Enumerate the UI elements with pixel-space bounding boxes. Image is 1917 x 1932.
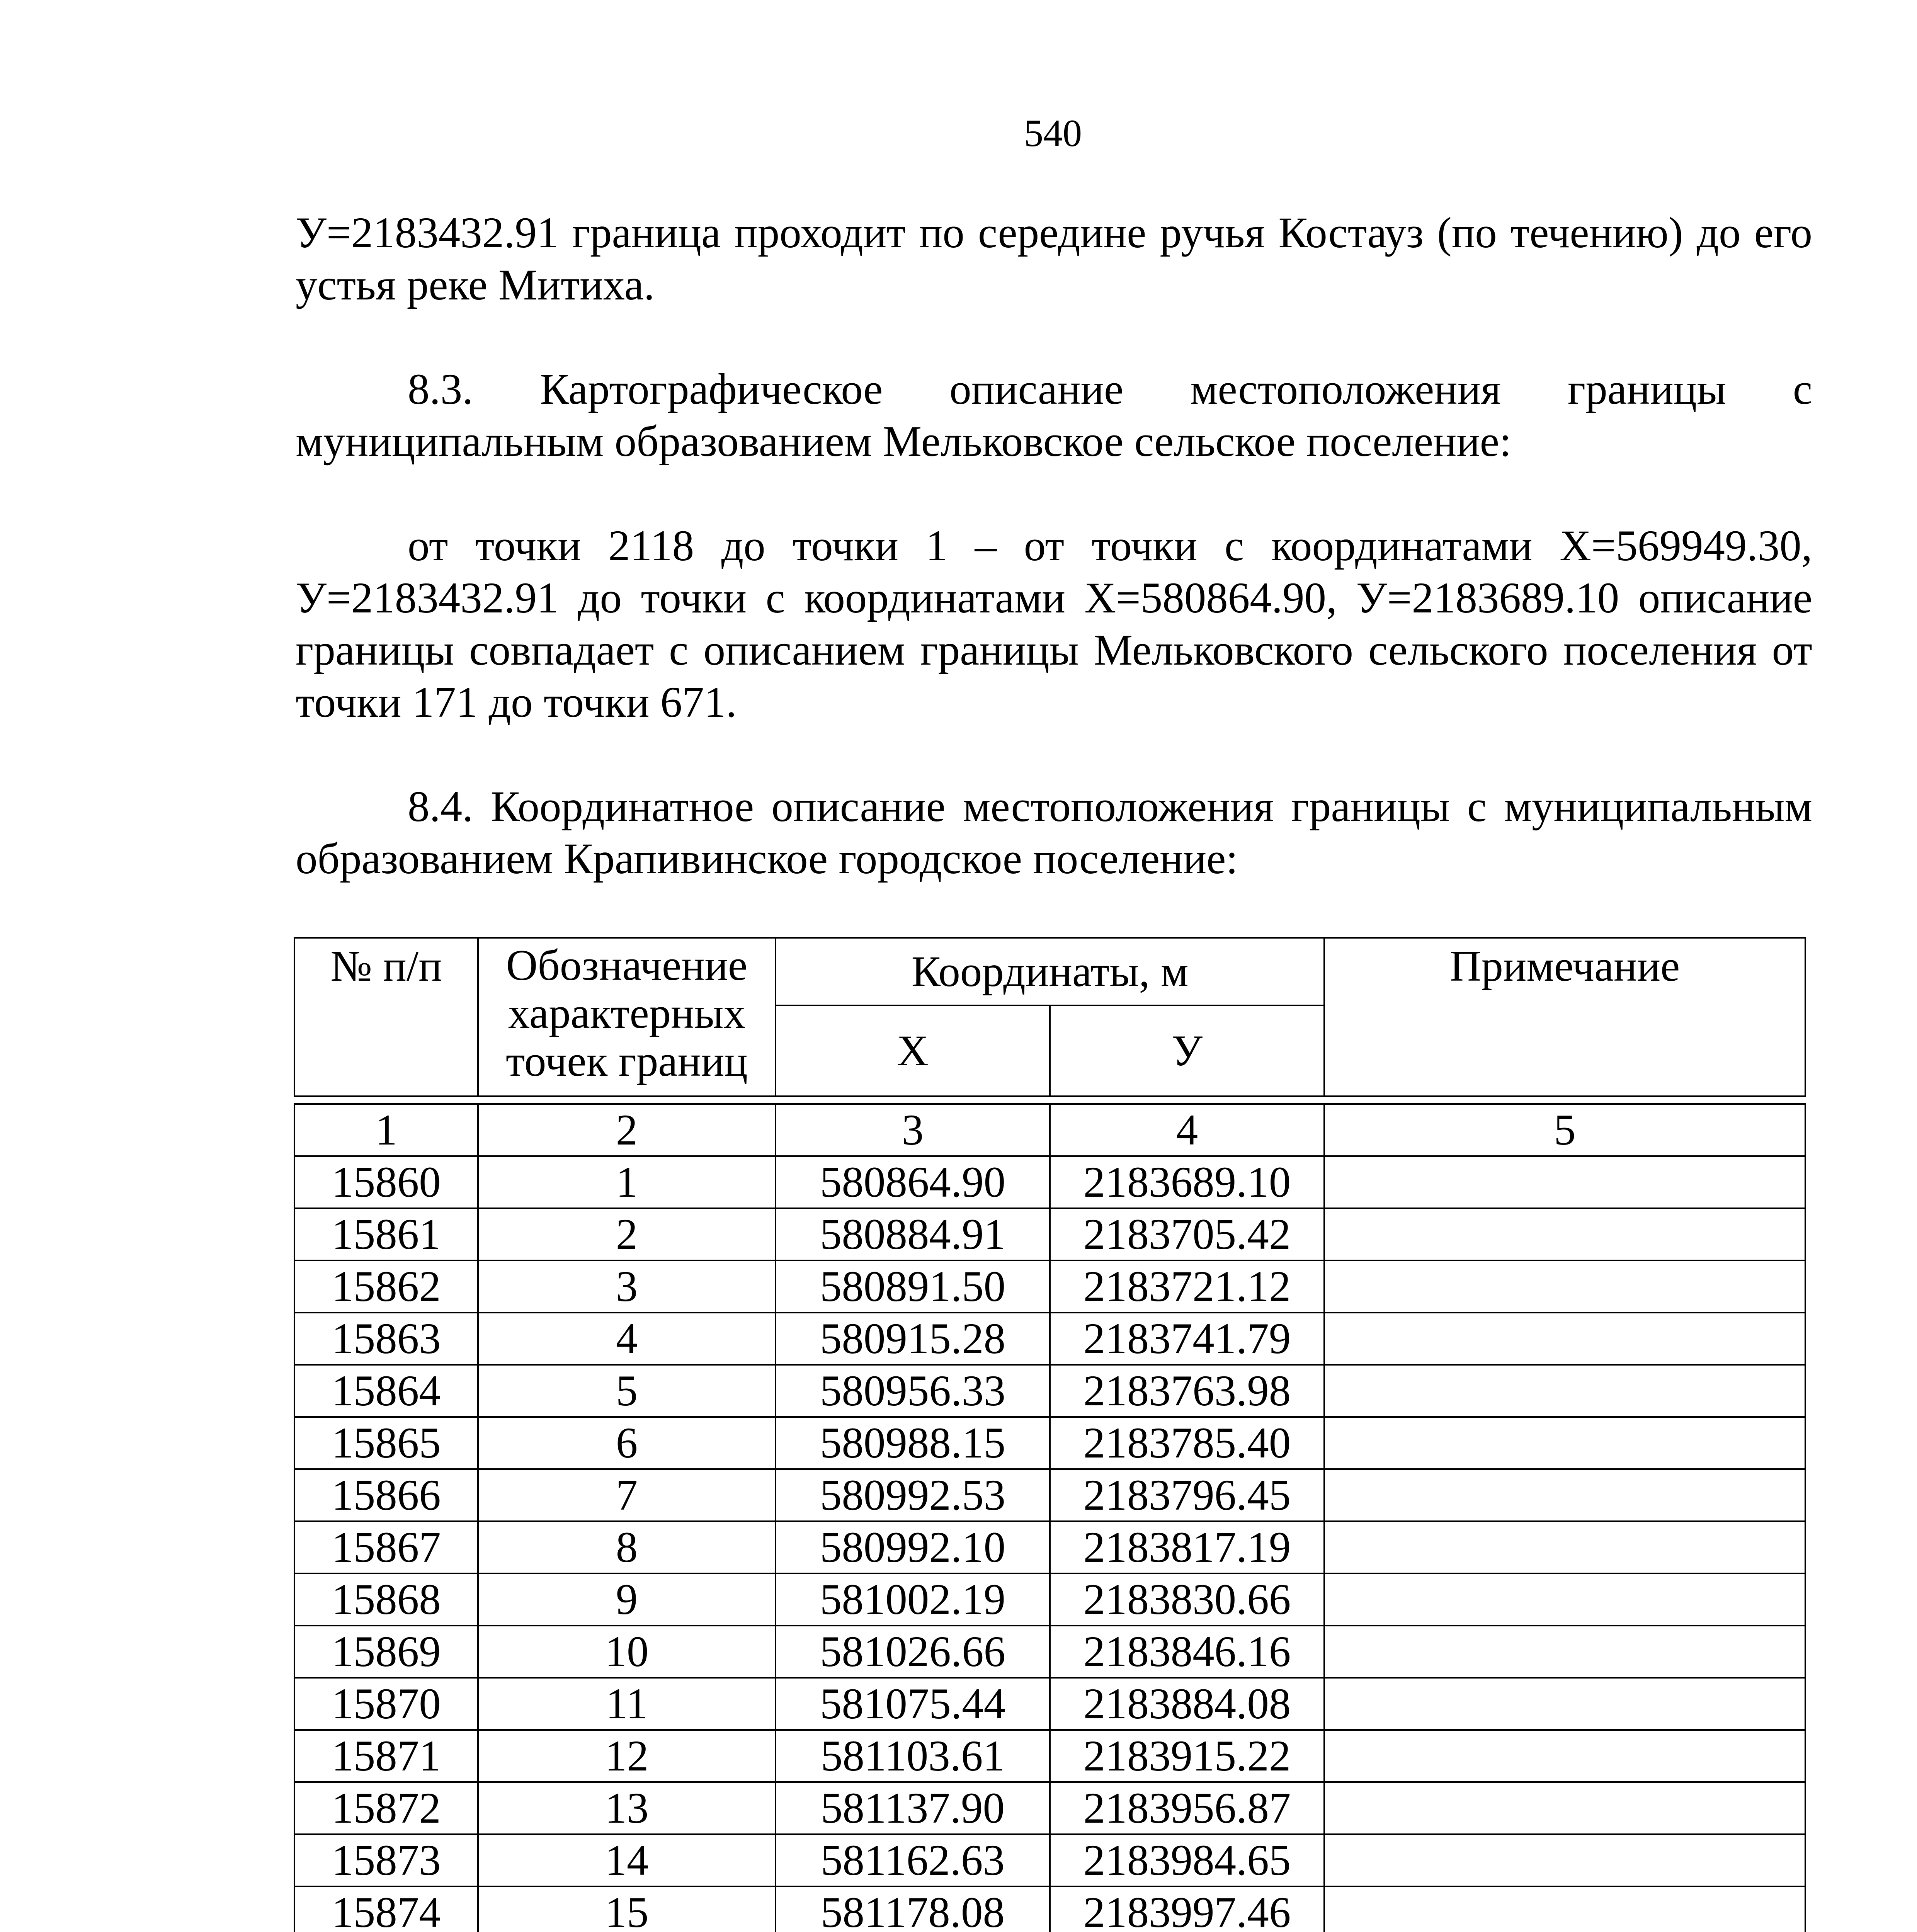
- section-8-3-description: от точки 2118 до точки 1 – от точки с координатами Х=569949.30, У=2183432.91 до точки с координатами Х=580864.90, У=2183689.10 описание границы совпадает с описанием границы Мельковского сельского поселения от точки 171 до точки 671.: [296, 522, 1812, 726]
- header-num: № п/п: [294, 938, 478, 1096]
- cell-x: 580988.15: [776, 1417, 1050, 1469]
- cell-designation: 4: [478, 1313, 776, 1365]
- cell-y: 2183689.10: [1050, 1156, 1324, 1208]
- cell-x: 580992.53: [776, 1469, 1050, 1521]
- cell-note: [1324, 1156, 1805, 1208]
- cell-num: 15864: [294, 1365, 478, 1417]
- cell-note: [1324, 1886, 1805, 1932]
- cell-y: 2183997.46: [1050, 1886, 1324, 1932]
- cell-designation: 2: [478, 1208, 776, 1260]
- cell-note: [1324, 1730, 1805, 1782]
- page-number: 540: [1024, 112, 1082, 155]
- cell-y: 2183884.08: [1050, 1678, 1324, 1730]
- cell-x: 581075.44: [776, 1678, 1050, 1730]
- table-row: [294, 1834, 1805, 1886]
- cell-note: [1324, 1521, 1805, 1573]
- cell-num: 15872: [294, 1782, 478, 1834]
- cell-designation: 14: [478, 1834, 776, 1886]
- cell-note: [1324, 1678, 1805, 1730]
- cell-num: 15870: [294, 1678, 478, 1730]
- cell-num: 15861: [294, 1208, 478, 1260]
- header-coordinates: Координаты, м: [776, 938, 1324, 1005]
- cell-num: 15867: [294, 1521, 478, 1573]
- coordinates-table-header: [294, 937, 1806, 1097]
- cell-x: 581103.61: [776, 1730, 1050, 1782]
- header-designation: Обозначение характерных точек границ: [478, 938, 776, 1096]
- coordinates-table: [294, 1103, 1806, 1932]
- column-number: 1: [294, 1104, 478, 1156]
- cell-y: 2183763.98: [1050, 1365, 1324, 1417]
- cell-designation: 9: [478, 1573, 776, 1626]
- table-row: [294, 1782, 1805, 1834]
- cell-x: 580992.10: [776, 1521, 1050, 1573]
- column-number: 3: [776, 1104, 1050, 1156]
- column-number: 4: [1050, 1104, 1324, 1156]
- paragraph-continuation: У=2183432.91 граница проходит по середине ручья Костауз (по течению) до его устья реке Митиха.: [296, 209, 1812, 309]
- cell-note: [1324, 1208, 1805, 1260]
- table-row: [294, 1573, 1805, 1626]
- cell-y: 2183796.45: [1050, 1469, 1324, 1521]
- table-row: [294, 1678, 1805, 1730]
- cell-y: 2183817.19: [1050, 1521, 1324, 1573]
- cell-x: 580891.50: [776, 1260, 1050, 1313]
- cell-y: 2183984.65: [1050, 1834, 1324, 1886]
- cell-designation: 3: [478, 1260, 776, 1313]
- cell-note: [1324, 1365, 1805, 1417]
- cell-x: 580884.91: [776, 1208, 1050, 1260]
- table-row: [294, 1260, 1805, 1313]
- cell-x: 581026.66: [776, 1626, 1050, 1678]
- cell-num: 15873: [294, 1834, 478, 1886]
- column-number-row: [294, 1104, 1805, 1156]
- cell-designation: 13: [478, 1782, 776, 1834]
- cell-y: 2183915.22: [1050, 1730, 1324, 1782]
- cell-y: 2183705.42: [1050, 1208, 1324, 1260]
- cell-note: [1324, 1782, 1805, 1834]
- cell-num: 15874: [294, 1886, 478, 1932]
- cell-note: [1324, 1573, 1805, 1626]
- cell-designation: 11: [478, 1678, 776, 1730]
- column-number: 5: [1324, 1104, 1805, 1156]
- cell-designation: 12: [478, 1730, 776, 1782]
- table-row: [294, 1365, 1805, 1417]
- table-row: [294, 1313, 1805, 1365]
- cell-note: [1324, 1834, 1805, 1886]
- cell-x: 581137.90: [776, 1782, 1050, 1834]
- table-row: [294, 1626, 1805, 1678]
- table-row: [294, 1730, 1805, 1782]
- header-note: Примечание: [1324, 938, 1805, 1096]
- cell-x: 581178.08: [776, 1886, 1050, 1932]
- cell-note: [1324, 1417, 1805, 1469]
- table-row: [294, 1469, 1805, 1521]
- cell-num: 15865: [294, 1417, 478, 1469]
- cell-num: 15869: [294, 1626, 478, 1678]
- cell-note: [1324, 1260, 1805, 1313]
- cell-num: 15866: [294, 1469, 478, 1521]
- column-number: 2: [478, 1104, 776, 1156]
- cell-num: 15863: [294, 1313, 478, 1365]
- cell-y: 2183785.40: [1050, 1417, 1324, 1469]
- cell-designation: 1: [478, 1156, 776, 1208]
- cell-x: 580864.90: [776, 1156, 1050, 1208]
- cell-x: 581002.19: [776, 1573, 1050, 1626]
- cell-x: 581162.63: [776, 1834, 1050, 1886]
- cell-designation: 6: [478, 1417, 776, 1469]
- section-8-3-heading: 8.3. Картографическое описание местоположения границы с муниципальным образованием Мельковское сельское поселение:: [296, 365, 1812, 466]
- cell-x: 580915.28: [776, 1313, 1050, 1365]
- table-row: [294, 1417, 1805, 1469]
- header-x: Х: [776, 1005, 1050, 1096]
- cell-y: 2183830.66: [1050, 1573, 1324, 1626]
- cell-num: 15862: [294, 1260, 478, 1313]
- table-row: [294, 1156, 1805, 1208]
- cell-y: 2183741.79: [1050, 1313, 1324, 1365]
- table-row: [294, 1208, 1805, 1260]
- section-8-4-heading: 8.4. Координатное описание местоположения границы с муниципальным образованием Крапивинское городское поселение:: [296, 782, 1812, 883]
- cell-designation: 5: [478, 1365, 776, 1417]
- cell-x: 580956.33: [776, 1365, 1050, 1417]
- cell-num: 15871: [294, 1730, 478, 1782]
- cell-designation: 10: [478, 1626, 776, 1678]
- cell-designation: 7: [478, 1469, 776, 1521]
- cell-designation: 15: [478, 1886, 776, 1932]
- cell-y: 2183721.12: [1050, 1260, 1324, 1313]
- cell-num: 15860: [294, 1156, 478, 1208]
- cell-note: [1324, 1469, 1805, 1521]
- header-y: У: [1050, 1005, 1324, 1096]
- cell-y: 2183956.87: [1050, 1782, 1324, 1834]
- cell-note: [1324, 1626, 1805, 1678]
- cell-note: [1324, 1313, 1805, 1365]
- table-row: [294, 1886, 1805, 1932]
- cell-num: 15868: [294, 1573, 478, 1626]
- cell-y: 2183846.16: [1050, 1626, 1324, 1678]
- cell-designation: 8: [478, 1521, 776, 1573]
- table-row: [294, 1521, 1805, 1573]
